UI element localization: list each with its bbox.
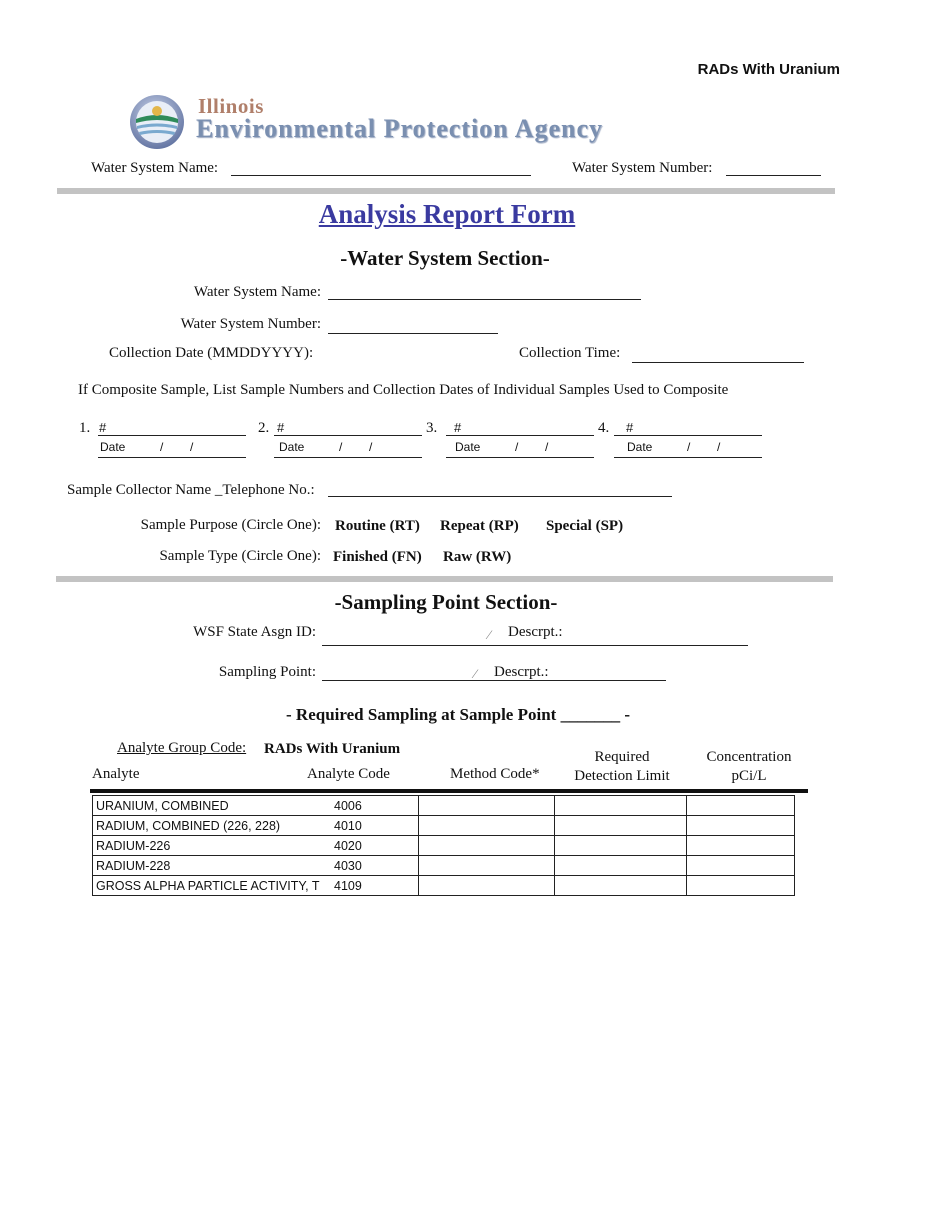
sampling-point-descrpt-label: Descrpt.: bbox=[494, 664, 549, 680]
analyte-group-code-label: Analyte Group Code: bbox=[117, 740, 247, 756]
required-sampling-heading: - Required Sampling at Sample Point _______ - bbox=[286, 705, 630, 724]
type-raw-option[interactable]: Raw (RW) bbox=[443, 549, 512, 565]
detection-limit-input[interactable] bbox=[555, 876, 687, 896]
concentration-input[interactable] bbox=[687, 856, 795, 876]
date-separator: / bbox=[369, 440, 373, 454]
table-row bbox=[93, 856, 795, 876]
analyte-cell bbox=[93, 836, 419, 856]
sample-number: 4. bbox=[598, 420, 610, 436]
table-row bbox=[93, 836, 795, 856]
method-code-input[interactable] bbox=[419, 876, 555, 896]
sample-hash: # bbox=[454, 420, 462, 435]
analyte-code: 4010 bbox=[334, 818, 362, 833]
slash-separator: ⁄ bbox=[488, 627, 491, 642]
sample-hash: # bbox=[626, 420, 634, 435]
composite-instructions: If Composite Sample, List Sample Numbers and Collection Dates of Individual Samples Used to Composite bbox=[78, 382, 729, 398]
analyte-code: 4020 bbox=[334, 838, 362, 853]
collector-field[interactable] bbox=[328, 496, 672, 497]
analyte-group-code-value: RADs With Uranium bbox=[264, 741, 401, 757]
top-ws-name-field[interactable] bbox=[231, 175, 531, 176]
analyte-cell bbox=[93, 876, 419, 896]
divider-bar bbox=[56, 576, 833, 582]
epa-seal-icon bbox=[128, 93, 186, 151]
collection-date-label: Collection Date (MMDDYYYY): bbox=[109, 345, 314, 361]
ws-name-label: Water System Name: bbox=[193, 284, 321, 300]
collection-time-label: Collection Time: bbox=[519, 345, 621, 361]
type-finished-option[interactable]: Finished (FN) bbox=[333, 549, 422, 565]
analyte-name: GROSS ALPHA PARTICLE ACTIVITY, T bbox=[96, 878, 320, 893]
date-separator: / bbox=[717, 440, 721, 454]
detection-limit-input[interactable] bbox=[555, 816, 687, 836]
date-separator: / bbox=[190, 440, 194, 454]
table-row bbox=[93, 796, 795, 816]
method-code-input[interactable] bbox=[419, 796, 555, 816]
analyte-code: 4006 bbox=[334, 798, 362, 813]
date-separator: / bbox=[515, 440, 519, 454]
analyte-code: 4030 bbox=[334, 858, 362, 873]
analyte-name: URANIUM, COMBINED bbox=[96, 798, 229, 813]
illinois-epa-logo bbox=[128, 93, 186, 156]
col-required-header-line2: Detection Limit bbox=[574, 768, 670, 784]
sample-number-field[interactable] bbox=[446, 435, 594, 436]
sample-date-label: Date bbox=[627, 440, 653, 454]
top-ws-number-label: Water System Number: bbox=[572, 160, 713, 176]
method-code-input[interactable] bbox=[419, 856, 555, 876]
concentration-input[interactable] bbox=[687, 876, 795, 896]
detection-limit-input[interactable] bbox=[555, 836, 687, 856]
col-required-header-line1: Required bbox=[594, 749, 650, 765]
ws-number-label: Water System Number: bbox=[180, 316, 321, 332]
collection-time-field[interactable] bbox=[632, 362, 804, 363]
col-method-code-header: Method Code* bbox=[450, 766, 540, 782]
top-ws-name-label: Water System Name: bbox=[91, 160, 219, 176]
sample-number-field[interactable] bbox=[98, 435, 246, 436]
header-label: RADs With Uranium bbox=[697, 61, 840, 78]
analyte-table bbox=[92, 795, 795, 896]
sample-date-label: Date bbox=[100, 440, 126, 454]
method-code-input[interactable] bbox=[419, 816, 555, 836]
wsf-descrpt-label: Descrpt.: bbox=[508, 624, 563, 640]
ws-name-field[interactable] bbox=[328, 299, 641, 300]
table-row bbox=[93, 876, 795, 896]
date-separator: / bbox=[160, 440, 164, 454]
sample-number-field[interactable] bbox=[274, 435, 422, 436]
col-analyte-header: Analyte bbox=[92, 766, 140, 782]
sample-date-field[interactable] bbox=[614, 457, 762, 458]
sample-hash: # bbox=[99, 420, 107, 435]
analyte-cell bbox=[93, 796, 419, 816]
purpose-special-option[interactable]: Special (SP) bbox=[546, 518, 624, 534]
date-separator: / bbox=[545, 440, 549, 454]
sampling-point-label: Sampling Point: bbox=[218, 664, 316, 680]
analyte-name: RADIUM-226 bbox=[96, 838, 171, 853]
logo-state-text: Illinois bbox=[198, 94, 264, 118]
date-separator: / bbox=[687, 440, 691, 454]
slash-separator: ⁄ bbox=[474, 666, 477, 681]
sample-hash: # bbox=[277, 420, 285, 435]
col-concentration-header-line1: Concentration bbox=[706, 749, 792, 765]
col-concentration-header-line2: pCi/L bbox=[731, 768, 767, 784]
analyte-name: RADIUM, COMBINED (226, 228) bbox=[96, 818, 281, 833]
concentration-input[interactable] bbox=[687, 836, 795, 856]
concentration-input[interactable] bbox=[687, 796, 795, 816]
analyte-code: 4109 bbox=[334, 878, 362, 893]
sample-date-field[interactable] bbox=[98, 457, 246, 458]
detection-limit-input[interactable] bbox=[555, 796, 687, 816]
sample-number-field[interactable] bbox=[614, 435, 762, 436]
sample-number: 1. bbox=[79, 420, 91, 436]
logo-agency-text: Environmental Protection Agency bbox=[196, 114, 604, 143]
sample-type-label: Sample Type (Circle One): bbox=[159, 548, 321, 564]
analyte-cell bbox=[93, 856, 419, 876]
sample-number: 3. bbox=[426, 420, 438, 436]
date-separator: / bbox=[339, 440, 343, 454]
analyte-name: RADIUM-228 bbox=[96, 858, 171, 873]
divider-bar bbox=[57, 188, 835, 194]
water-section-heading: -Water System Section- bbox=[340, 246, 550, 270]
sample-date-label: Date bbox=[455, 440, 481, 454]
detection-limit-input[interactable] bbox=[555, 856, 687, 876]
sample-date-field[interactable] bbox=[274, 457, 422, 458]
method-code-input[interactable] bbox=[419, 836, 555, 856]
analyte-cell bbox=[93, 816, 419, 836]
sample-number: 2. bbox=[258, 420, 270, 436]
table-row bbox=[93, 816, 795, 836]
sample-date-label: Date bbox=[279, 440, 305, 454]
collector-label: Sample Collector Name _Telephone No.: bbox=[67, 482, 315, 498]
sample-date-field[interactable] bbox=[446, 457, 594, 458]
sample-purpose-label: Sample Purpose (Circle One): bbox=[140, 517, 321, 533]
wsf-label: WSF State Asgn ID: bbox=[193, 624, 316, 640]
purpose-repeat-option[interactable]: Repeat (RP) bbox=[440, 518, 519, 534]
wsf-field[interactable] bbox=[322, 645, 748, 646]
col-analyte-code-header: Analyte Code bbox=[307, 766, 390, 782]
table-header-rule bbox=[90, 789, 808, 793]
top-ws-number-field[interactable] bbox=[726, 175, 821, 176]
page-title: Analysis Report Form bbox=[318, 199, 576, 229]
purpose-routine-option[interactable]: Routine (RT) bbox=[335, 518, 420, 534]
sampling-section-heading: -Sampling Point Section- bbox=[334, 590, 558, 614]
ws-number-field[interactable] bbox=[328, 333, 498, 334]
concentration-input[interactable] bbox=[687, 816, 795, 836]
